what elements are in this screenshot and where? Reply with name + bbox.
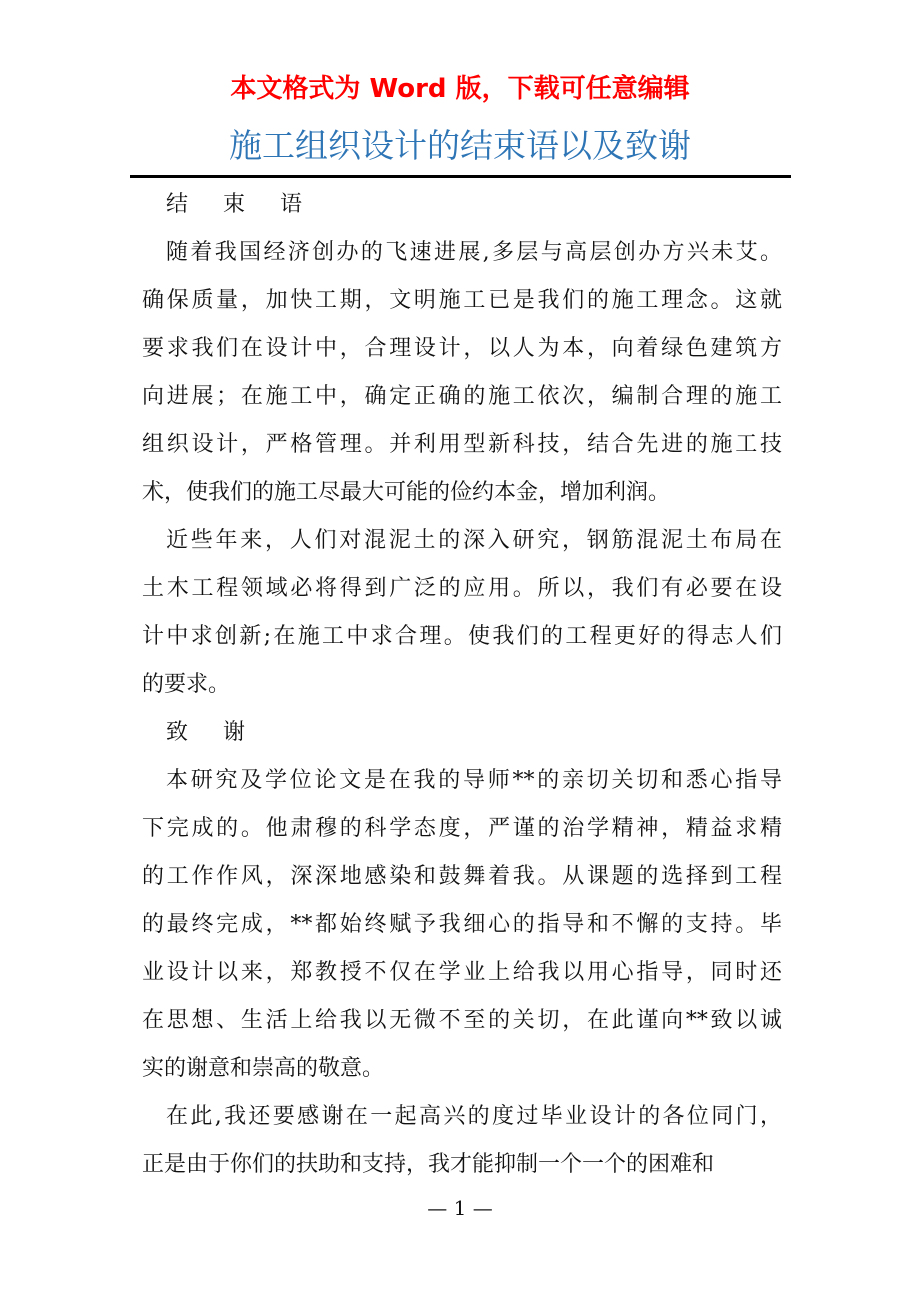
paragraph-line: 确保质量，加快工期，文明施工已是我们的施工理念。这就 <box>142 288 782 313</box>
paragraph-line: 要求我们在设计中，合理设计，以人为本，向着绿色建筑方 <box>142 336 782 361</box>
paragraph-line: 本研究及学位论文是在我的导师**的亲切关切和悉心指导 <box>166 768 782 793</box>
document-title: 施工组织设计的结束语以及致谢 <box>229 126 691 165</box>
edit-notice: 本文格式为 Word 版，下载可任意编辑 <box>230 74 690 104</box>
title-divider <box>130 175 791 178</box>
paragraph-line: 的最终完成，**都始终赋予我细心的指导和不懈的支持。毕 <box>142 912 782 937</box>
paragraph-line: 下完成的。他肃穆的科学态度，严谨的治学精神，精益求精 <box>142 816 782 841</box>
paragraph-line: 正是由于你们的扶助和支持，我才能抑制一个一个的困难和 <box>142 1152 715 1177</box>
paragraph-line: 的要求。 <box>142 672 231 697</box>
paragraph-line: 的工作作风，深深地感染和鼓舞着我。从课题的选择到工程 <box>142 864 782 889</box>
paragraph-line: 组织设计，严格管理。并利用型新科技，结合先进的施工技 <box>142 432 782 457</box>
paragraph-line: 近些年来，人们对混泥土的深入研究，钢筋混泥土布局在 <box>166 528 782 553</box>
paragraph-line: 向进展；在施工中，确定正确的施工依次，编制合理的施工 <box>142 384 782 409</box>
paragraph-line: 随着我国经济创办的飞速进展,多层与高层创办方兴未艾。 <box>166 240 782 265</box>
paragraph-line: 计中求创新;在施工中求合理。使我们的工程更好的得志人们 <box>142 624 782 649</box>
paragraph-line: 实的谢意和崇高的敬意。 <box>142 1056 385 1081</box>
paragraph-line: 在思想、生活上给我以无微不至的关切，在此谨向**致以诚 <box>142 1008 782 1033</box>
section-heading: 致 谢 <box>166 720 259 745</box>
paragraph-line: 术，使我们的施工尽最大可能的俭约本金，增加利润。 <box>142 480 671 505</box>
page-number: — 1 — <box>427 1196 493 1220</box>
section-heading: 结 束 语 <box>166 192 316 217</box>
paragraph-line: 业设计以来，郑教授不仅在学业上给我以用心指导，同时还 <box>142 960 782 985</box>
paragraph-line: 土木工程领域必将得到广泛的应用。所以，我们有必要在设 <box>142 576 782 601</box>
document-body <box>142 188 782 1196</box>
paragraph-line: 在此,我还要感谢在一起高兴的度过毕业设计的各位同门， <box>166 1104 782 1129</box>
